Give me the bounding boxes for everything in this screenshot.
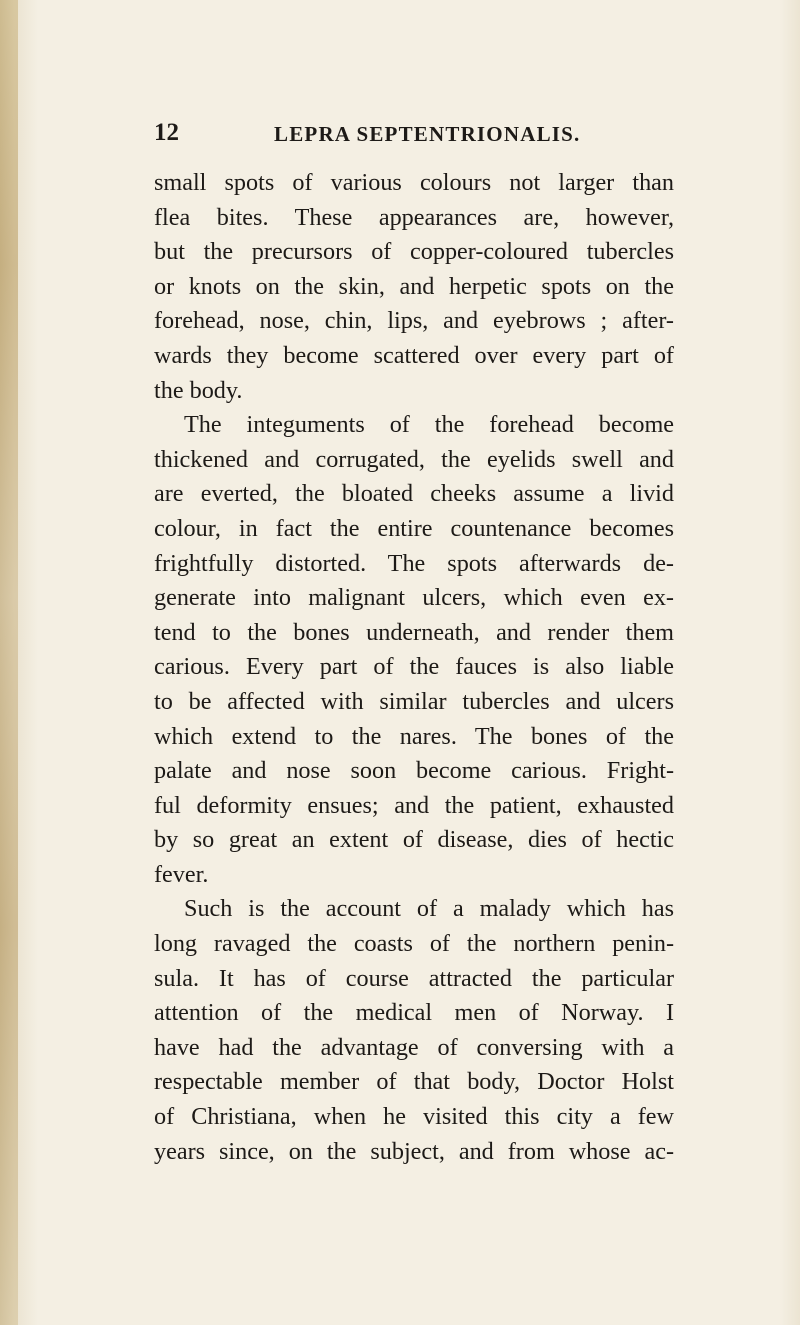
text-line: colour, in fact the entire countenance becomes — [154, 514, 674, 542]
body-text — [154, 166, 674, 1169]
text-line: or knots on the skin, and herpetic spots on the — [154, 272, 674, 300]
page-number: 12 — [154, 119, 179, 146]
text-line: flea bites. These appearances are, however, — [154, 203, 674, 231]
text-line: ful deformity ensues; and the patient, exhausted — [154, 791, 674, 819]
text-line: are everted, the bloated cheeks assume a livid — [154, 480, 674, 508]
text-line: of Christiana, when he visited this city a few — [154, 1103, 674, 1131]
text-line: by so great an extent of disease, dies of hectic — [154, 826, 674, 854]
text-line: palate and nose soon become carious. Fright- — [154, 757, 674, 785]
text-line: generate into malignant ulcers, which even ex- — [154, 584, 674, 612]
text-line: long ravaged the coasts of the northern penin- — [154, 930, 674, 958]
text-line: small spots of various colours not larger than — [154, 169, 674, 196]
text-line: sula. It has of course attracted the particular — [154, 964, 674, 992]
text-line: frightfully distorted. The spots afterwards de- — [154, 549, 674, 577]
text-line: which extend to the nares. The bones of the — [154, 722, 674, 750]
running-head — [154, 118, 674, 148]
text-line: years since, on the subject, and from whose ac- — [154, 1137, 674, 1165]
text-line: forehead, nose, chin, lips, and eyebrows ; after- — [154, 307, 674, 335]
text-line: tend to the bones underneath, and render them — [154, 618, 674, 646]
text-line: fever. — [154, 860, 209, 888]
text-line: to be affected with similar tubercles and ulcers — [154, 687, 674, 715]
page-edge-stain — [0, 0, 18, 1325]
text-line: but the precursors of copper-coloured tubercles — [154, 238, 674, 266]
running-title: LEPRA SEPTENTRIONALIS. — [274, 122, 581, 146]
text-line: carious. Every part of the fauces is also liable — [154, 653, 674, 681]
text-line: have had the advantage of conversing with a — [154, 1033, 674, 1061]
text-line: wards they become scattered over every part of — [154, 341, 674, 369]
text-line: Such is the account of a malady which has — [184, 895, 674, 923]
text-line: The integuments of the forehead become — [184, 411, 674, 439]
text-line: thickened and corrugated, the eyelids swell and — [154, 445, 674, 473]
text-line: respectable member of that body, Doctor Holst — [154, 1068, 674, 1096]
text-line: attention of the medical men of Norway. I — [154, 999, 674, 1027]
text-line: the body. — [154, 376, 243, 404]
